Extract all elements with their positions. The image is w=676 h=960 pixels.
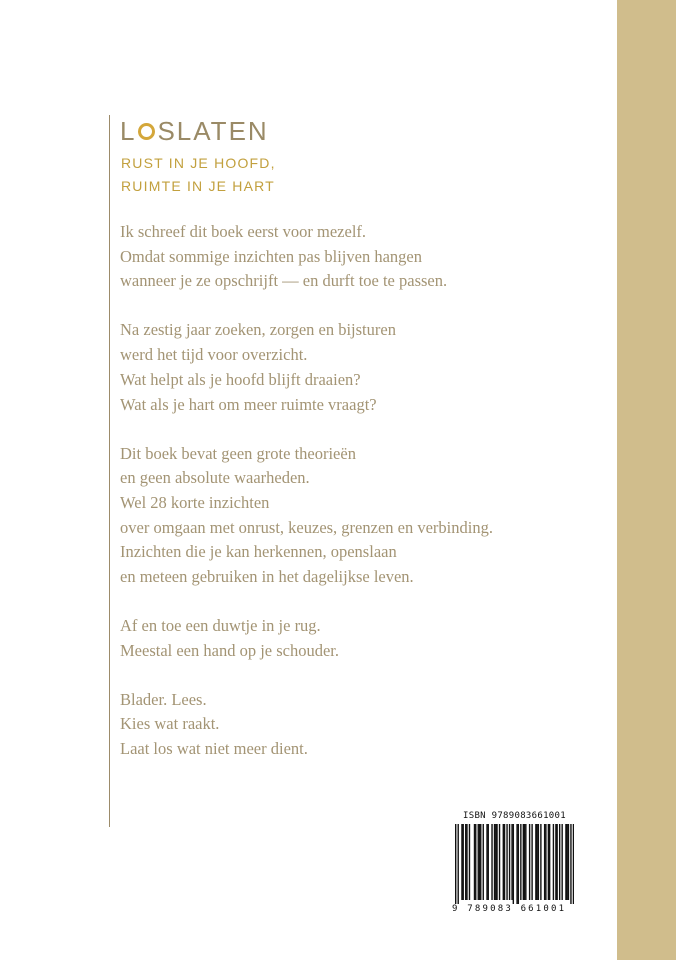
barcode-bar [545, 824, 546, 900]
text-line: Ik schreef dit boek eerst voor mezelf. [120, 222, 367, 241]
barcode-bar [540, 824, 541, 900]
back-cover-text [120, 220, 600, 786]
stanza-5 [120, 688, 600, 762]
barcode-bar [561, 824, 562, 900]
barcode-bar [486, 824, 487, 900]
text-line: Af en toe een duwtje in je rug. [120, 616, 321, 636]
barcode-bar [525, 824, 526, 900]
barcode-bars [455, 824, 574, 904]
barcode-bar [466, 824, 467, 900]
barcode-bar [511, 824, 512, 900]
barcode-bar [469, 824, 470, 900]
text-line: en meteen gebruiken in het dagelijkse leven. [120, 567, 414, 587]
barcode-bar [566, 824, 567, 900]
barcode-bar [495, 824, 496, 900]
text-line: Meestal een hand op je schouder. [120, 640, 340, 660]
book-spine [617, 0, 676, 960]
barcode-bar [488, 824, 489, 900]
barcode-bar [480, 824, 481, 900]
barcode-bar [503, 824, 504, 900]
barcode-bar [458, 824, 459, 904]
stanza-4 [120, 614, 600, 663]
barcode-bar [565, 824, 566, 900]
barcode-bar [474, 824, 475, 900]
title-rest: SLATEN [157, 115, 269, 146]
subtitle-line-1: RUST IN JE HOOFD, [121, 155, 276, 171]
barcode-bar [491, 824, 492, 900]
barcode-bar [520, 824, 521, 900]
book-title [120, 114, 269, 148]
barcode-bar [509, 824, 510, 900]
barcode-bar [516, 824, 517, 904]
text-line: wanneer je ze opschrijft — en durft toe te passen. [120, 271, 448, 291]
barcode-bar [461, 824, 462, 900]
text-line: Dit boek bevat geen grote theorieën [120, 443, 356, 463]
barcode-bar [496, 824, 497, 900]
barcode-bar [544, 824, 545, 900]
barcode-bar [553, 824, 554, 900]
stanza-2 [120, 318, 600, 417]
barcode-bar [494, 824, 495, 900]
book-subtitle [121, 152, 276, 198]
isbn-label: ISBN 9789083661001 [463, 811, 566, 821]
text-line: Wat als je hart om meer ruimte vraagt? [120, 394, 377, 414]
barcode-bar [463, 824, 464, 900]
barcode-bar [465, 824, 466, 900]
title-letter-l: L [120, 115, 137, 146]
text-line: werd het tijd voor overzicht. [120, 345, 308, 365]
subtitle-line-2: RUIMTE IN JE HART [121, 178, 275, 194]
barcode-bar [455, 824, 456, 904]
text-line: Blader. Lees. [120, 689, 207, 709]
barcode-bar [524, 824, 525, 900]
barcode-bar [478, 824, 479, 900]
barcode-bar [548, 824, 549, 900]
text-line: Na zestig jaar zoeken, zorgen en bijsturen [120, 320, 396, 340]
isbn-barcode [452, 811, 577, 917]
barcode-bar [479, 824, 480, 900]
vertical-rule [109, 115, 110, 827]
barcode-bar [538, 824, 539, 900]
barcode-bar [518, 824, 519, 904]
text-line: Laat los wat niet meer dient. [120, 739, 308, 759]
barcode-bar [529, 824, 530, 900]
barcode-bar [504, 824, 505, 900]
barcode-bar [506, 824, 507, 900]
barcode-bar [573, 824, 574, 904]
barcode-digits: 9 789083 661001 [452, 904, 567, 914]
barcode-bar [549, 824, 550, 900]
barcode-bar [523, 824, 524, 900]
barcode-bar [559, 824, 560, 900]
barcode-bar [499, 824, 500, 900]
text-line: Wat helpt als je hoofd blijft draaien? [120, 369, 361, 389]
barcode-bar [536, 824, 537, 900]
barcode-bar [475, 824, 476, 900]
stanza-1 [120, 220, 600, 294]
barcode-bar [531, 824, 532, 900]
barcode-bar [555, 824, 556, 900]
barcode-bar [535, 824, 536, 900]
text-line: Wel 28 korte inzichten [120, 492, 270, 512]
text-line: Kies wat raakt. [120, 714, 220, 734]
barcode-bar [513, 824, 514, 904]
barcode-bar [570, 824, 571, 904]
ring-o-icon [138, 123, 155, 140]
text-line: Inzichten die je kan herkennen, openslaan [120, 542, 397, 562]
text-line: en geen absolute waarheden. [120, 468, 310, 488]
stanza-3 [120, 442, 600, 590]
barcode-bar [483, 824, 484, 900]
text-line: Omdat sommige inzichten pas blijven hangen [120, 246, 422, 266]
barcode-bar [568, 824, 569, 900]
barcode-bar [556, 824, 557, 900]
text-line: over omgaan met onrust, keuzes, grenzen en verbinding. [120, 517, 493, 537]
